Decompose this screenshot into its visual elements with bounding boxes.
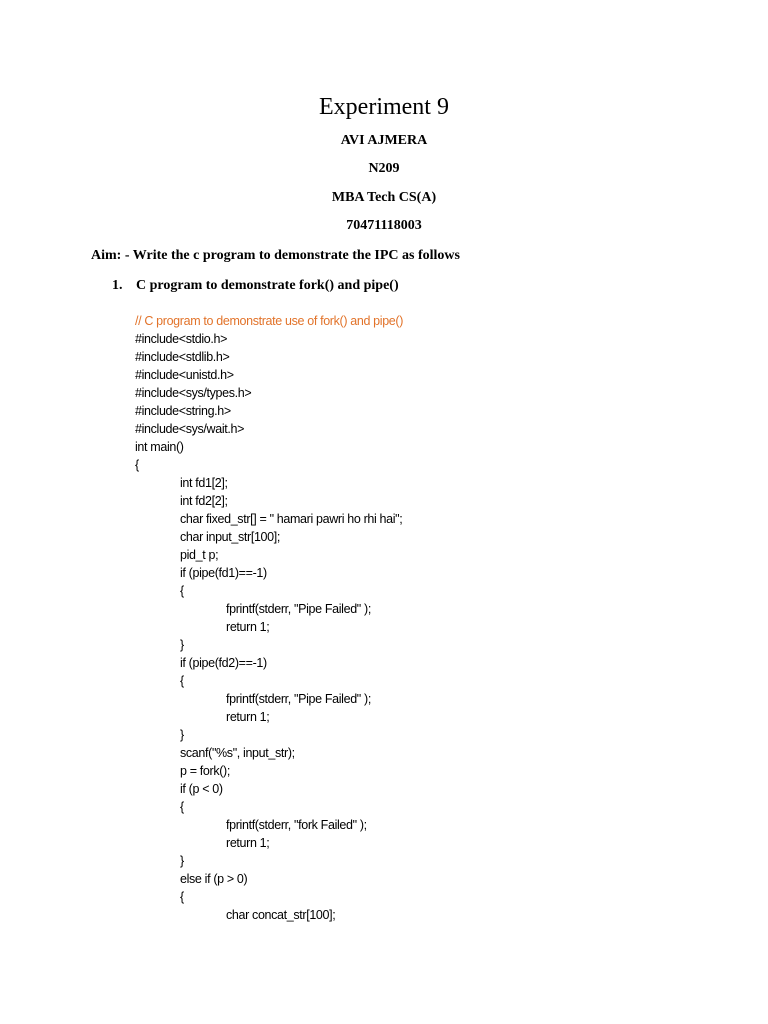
code-line: return 1; [226, 836, 270, 850]
code-line: #include<string.h> [135, 404, 231, 418]
code-line: pid_t p; [180, 548, 219, 562]
code-line: #include<stdlib.h> [135, 350, 230, 364]
code-line: fprintf(stderr, "Pipe Failed" ); [226, 602, 371, 616]
code-line: fprintf(stderr, "Pipe Failed" ); [226, 692, 371, 706]
code-line: #include<stdio.h> [135, 332, 228, 346]
code-line: { [135, 458, 139, 472]
list-item [112, 276, 399, 296]
code-line: scanf("%s", input_str); [180, 746, 295, 760]
code-line: { [180, 890, 184, 904]
code-line: { [180, 674, 184, 688]
code-line: #include<sys/types.h> [135, 386, 252, 400]
code-line: int fd1[2]; [180, 476, 228, 490]
code-line: } [180, 854, 184, 868]
code-line: return 1; [226, 620, 270, 634]
code-line: } [180, 728, 184, 742]
code-line: { [180, 584, 184, 598]
code-line: char input_str[100]; [180, 530, 281, 544]
code-line: } [180, 638, 184, 652]
code-block [135, 312, 403, 924]
code-line: return 1; [226, 710, 270, 724]
code-line: #include<unistd.h> [135, 368, 234, 382]
code-line: int fd2[2]; [180, 494, 228, 508]
code-line: if (p < 0) [180, 782, 223, 796]
code-line: else if (p > 0) [180, 872, 248, 886]
aim-statement: Aim: - Write the c program to demonstrate the IPC as follows [91, 248, 460, 263]
code-comment-line: // C program to demonstrate use of fork() and pipe() [135, 314, 404, 328]
code-line: char fixed_str[] = " hamari pawri ho rhi hai"; [180, 512, 403, 526]
code-line: p = fork(); [180, 764, 230, 778]
code-line: { [180, 800, 184, 814]
code-line: #include<sys/wait.h> [135, 422, 245, 436]
code-line: int main() [135, 440, 184, 454]
author-name: AVI AJMERA [340, 133, 428, 148]
roll-number: N209 [368, 161, 400, 176]
list-item-number: 1. [112, 278, 123, 293]
code-line: fprintf(stderr, "fork Failed" ); [226, 818, 367, 832]
document-title: Experiment 9 [319, 94, 449, 120]
course-name: MBA Tech CS(A) [331, 190, 437, 205]
list-item-text: C program to demonstrate fork() and pipe() [136, 278, 399, 293]
sap-id: 70471118003 [346, 218, 422, 233]
code-line: if (pipe(fd2)==-1) [180, 656, 267, 670]
code-line: if (pipe(fd1)==-1) [180, 566, 267, 580]
code-line: char concat_str[100]; [226, 908, 336, 922]
